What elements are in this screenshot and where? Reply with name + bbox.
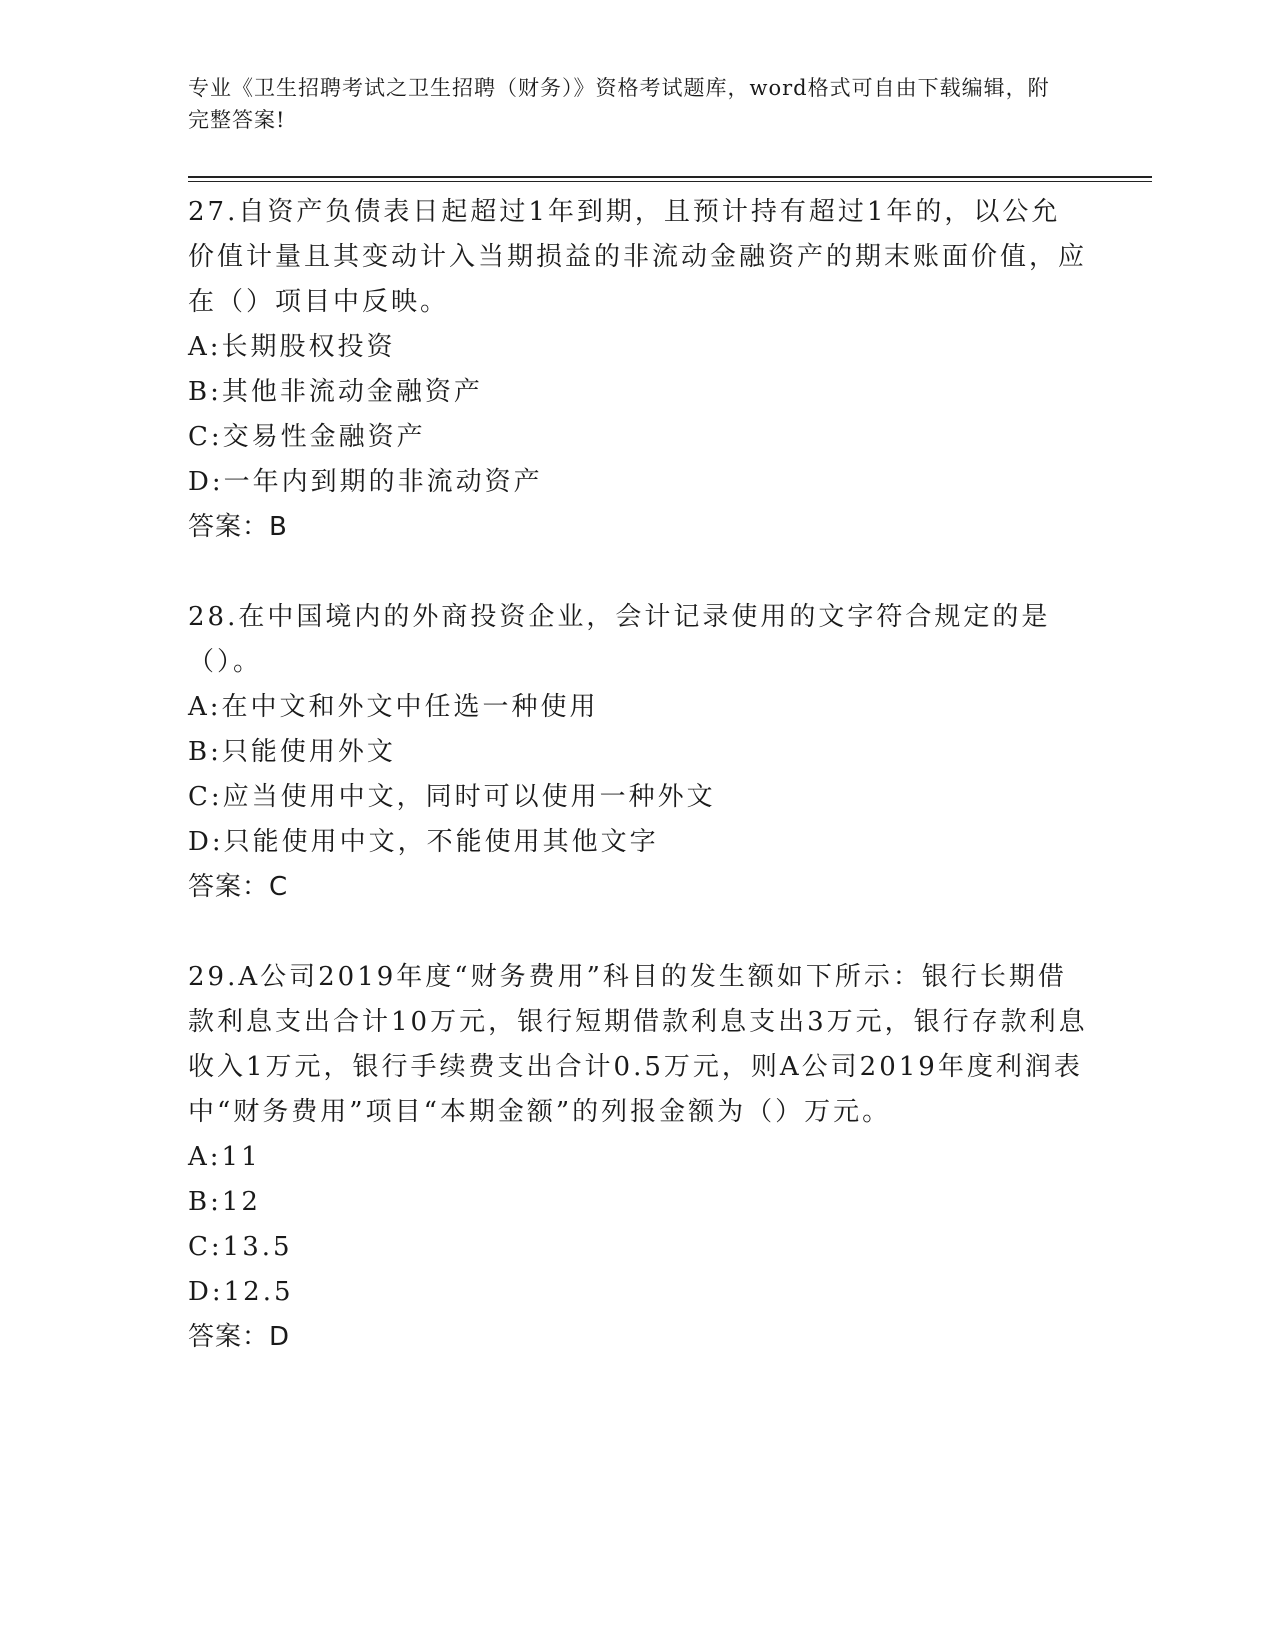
header-divider-thick (188, 176, 1152, 178)
option-a: A:11 (188, 1142, 261, 1172)
document-header: 专业《卫生招聘考试之卫生招聘（财务）》资格考试题库，word格式可自由下载编辑，附完整答案! (188, 76, 1050, 132)
option-c: C:应当使用中文，同时可以使用一种外文 (188, 782, 716, 812)
option-a: A:长期股权投资 (188, 332, 396, 362)
option-a: A:在中文和外文中任选一种使用 (188, 692, 599, 722)
question-stem: 27.自资产负债表日起超过1年到期，且预计持有超过1年的，以公允价值计量且其变动计入当期损益的非流动金融资产的期末账面价值，应在（）项目中反映。 (188, 197, 1088, 317)
question-28 (188, 595, 1088, 910)
option-d: D:一年内到期的非流动资产 (188, 467, 543, 497)
option-d: D:12.5 (188, 1277, 294, 1307)
option-c: C:交易性金融资产 (188, 422, 426, 452)
header-divider-thin (188, 181, 1152, 182)
option-b: B:12 (188, 1187, 261, 1217)
answer-line: 答案：D (188, 1322, 291, 1352)
question-list (188, 190, 1088, 1405)
question-29 (188, 955, 1088, 1360)
option-d: D:只能使用中文，不能使用其他文字 (188, 827, 659, 857)
answer-line: 答案：B (188, 512, 288, 542)
question-27 (188, 190, 1088, 550)
option-c: C:13.5 (188, 1232, 293, 1262)
option-b: B:其他非流动金融资产 (188, 377, 483, 407)
answer-line: 答案：C (188, 872, 289, 902)
question-stem: 28.在中国境内的外商投资企业，会计记录使用的文字符合规定的是（）。 (188, 602, 1051, 677)
question-stem: 29.A公司2019年度“财务费用”科目的发生额如下所示：银行长期借款利息支出合计10万元，银行短期借款利息支出3万元，银行存款利息收入1万元，银行手续费支出合计0.5万元，则A公司2019年度利润表中“财务费用”项目“本期金额”的列报金额为（）万元。 (188, 962, 1088, 1127)
option-b: B:只能使用外文 (188, 737, 396, 767)
